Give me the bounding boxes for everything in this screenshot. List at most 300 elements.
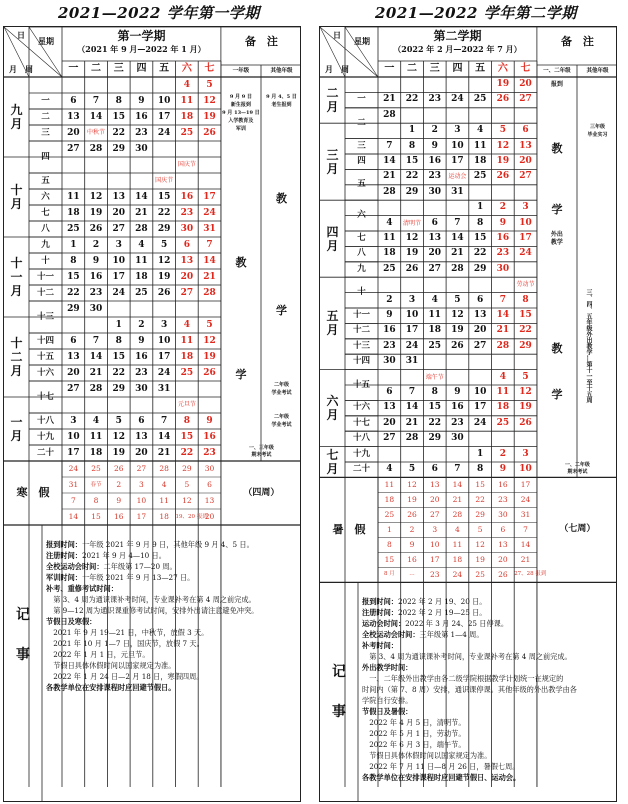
vacation-day: 19	[475, 555, 485, 565]
vacation-day: 19	[407, 495, 417, 505]
vacation-day: 19、20 报到	[175, 514, 208, 520]
remark-col-a: 一年级	[232, 68, 250, 74]
day-cell: 19	[157, 272, 171, 282]
day-cell: 14	[89, 112, 103, 122]
vacation-day: 5	[184, 480, 190, 489]
day-cell: 21	[203, 272, 216, 282]
vacation-day: …	[409, 571, 415, 578]
week-17: 十七	[36, 392, 54, 402]
note-key: 各教学单位在安排课程时应回避节假日、运动会。	[362, 773, 521, 783]
vacation-day: 22	[475, 495, 485, 505]
note-value: 2021 年 9 月 4—10 日。	[81, 551, 166, 560]
day-cell: 29	[157, 224, 171, 234]
vacation-day: 14	[452, 480, 463, 490]
day-cell: 23	[496, 248, 510, 259]
vacation-day: 12	[475, 540, 485, 550]
day-cell: 9	[499, 464, 506, 474]
note-value: 2022 年 3 月 24、25 日停课。	[405, 619, 509, 629]
week-17: 十七	[352, 417, 370, 428]
note-value: 节假日具体休假时间以国家规定为准。	[46, 661, 176, 670]
day-cell: 2	[499, 448, 506, 459]
note-key: 军训时间：	[46, 573, 82, 582]
day-cell: 13	[112, 192, 125, 202]
note-line	[362, 596, 614, 607]
day-cell: 27	[519, 171, 532, 182]
day-cell: 11	[383, 233, 396, 243]
day-cell: 4	[138, 240, 145, 250]
vacation-day: 27	[136, 464, 147, 473]
day-cell: 11	[180, 336, 194, 346]
day-cell: 26	[451, 340, 464, 351]
corner-day: 日	[333, 30, 341, 40]
note-value: 第 9—12 周为通识课重修考试时间，安排外出请注意避免冲突。	[46, 606, 259, 615]
note-value: 一年级 2021 年 9 月 9 日，其他年级 9 月 4、5 日。	[81, 540, 254, 549]
final-exam: 一、三年级	[248, 445, 274, 451]
day-cell: 17	[203, 192, 216, 202]
left-title: 2021—2022 学年第一学期	[58, 4, 260, 22]
week-12: 十二	[36, 288, 54, 298]
day-cell: 25	[428, 340, 441, 351]
week-18: 十八	[352, 433, 370, 444]
weekday-6: 六	[497, 63, 508, 74]
day-cell: 26	[496, 94, 510, 105]
day-cell: 23	[428, 94, 441, 105]
day-cell: 31	[203, 224, 216, 234]
day-cell: 23	[428, 171, 441, 182]
day-cell: 运动会	[448, 173, 467, 181]
vacation-day: 6	[207, 480, 212, 489]
day-cell: 4	[386, 217, 393, 228]
day-cell: 11	[67, 192, 80, 202]
day-cell: 11	[496, 387, 510, 397]
day-cell: 清明节	[403, 219, 422, 227]
day-cell: 15	[519, 310, 532, 320]
week-5: 五	[357, 179, 366, 190]
day-cell: 18	[473, 156, 487, 166]
day-cell: 24	[451, 94, 464, 105]
teach-4: 学	[235, 368, 247, 381]
day-cell: 15	[157, 192, 171, 202]
note-line	[46, 671, 298, 682]
vacation-day: 12	[182, 496, 192, 505]
day-cell: 16	[428, 156, 441, 166]
week-7: 七	[357, 233, 366, 243]
note-line	[362, 684, 614, 695]
day-cell: 14	[135, 192, 148, 202]
day-cell: 5	[454, 294, 461, 305]
note-value: 第 3、4 周为通识课补考时间，专业课补考在第 4 周之前完成。	[46, 595, 256, 604]
teach-1: 教	[276, 192, 287, 205]
note-line	[46, 594, 298, 605]
day-cell: 14	[496, 310, 510, 320]
note-line	[46, 660, 298, 671]
month-label: 十月	[10, 183, 23, 211]
day-cell: 3	[522, 448, 529, 459]
day-cell: 4	[386, 464, 393, 474]
day-cell: 23	[135, 368, 148, 378]
day-cell: 28	[383, 109, 396, 120]
week-6: 六	[41, 192, 50, 202]
day-cell: 23	[89, 288, 103, 298]
corner-weekday: 星期	[354, 36, 370, 46]
note-line	[362, 695, 614, 706]
day-cell: 19	[451, 325, 464, 336]
day-cell: 16	[135, 352, 148, 362]
day-cell: 18	[89, 448, 103, 458]
week-18: 十八	[36, 416, 54, 426]
day-cell: 9	[431, 140, 438, 151]
day-cell: 22	[67, 288, 80, 298]
day-cell: 25	[473, 94, 487, 105]
day-cell: 17	[473, 402, 487, 413]
note-a-line: 9 月 13—19 日	[222, 110, 260, 116]
notes-label-2: 事	[16, 647, 30, 663]
week-2: 二	[41, 112, 50, 122]
day-cell: 21	[89, 368, 103, 378]
final-exam: 期末考试	[251, 452, 272, 458]
day-cell: 22	[157, 208, 171, 218]
day-cell: 19	[519, 402, 532, 413]
final-exam: 期末考试	[567, 469, 588, 475]
day-cell: 8	[431, 387, 438, 397]
weekday-4: 四	[136, 63, 147, 74]
day-cell: 28	[496, 340, 510, 351]
vacation-day: 8 月	[383, 571, 395, 578]
month-label: 四月	[326, 224, 339, 253]
note-key: 报到时间：	[46, 540, 82, 549]
day-cell: 9	[138, 336, 145, 346]
vacation-day: 28	[452, 510, 463, 520]
day-cell: 26	[519, 417, 532, 428]
note-a1: 毕业实习	[587, 132, 608, 139]
day-cell: 26	[496, 171, 510, 182]
day-cell: 15	[405, 156, 419, 166]
term-range: （2022 年 2 月—2022 年 7 月）	[393, 44, 522, 54]
vacation-day: 24	[520, 495, 531, 505]
teach-1: 教	[551, 141, 563, 155]
day-cell: 5	[206, 80, 213, 90]
day-cell: 劳动节	[516, 281, 535, 289]
exam-1: 学业考试	[271, 390, 292, 396]
vacation-day: 2	[116, 480, 122, 489]
week-11: 十一	[352, 310, 370, 320]
note-line	[46, 638, 298, 649]
vacation-day: 27、28 报到	[514, 571, 547, 578]
vacation-day: 3	[139, 480, 144, 489]
day-cell: 17	[157, 112, 171, 122]
day-cell: 25	[135, 288, 148, 298]
weekday-6: 六	[181, 63, 192, 74]
day-cell: 25	[67, 224, 80, 234]
day-cell: 19	[89, 208, 103, 218]
day-cell: 29	[428, 433, 441, 444]
day-cell: 12	[451, 310, 464, 320]
vacation-weeks: （七周）	[559, 524, 596, 535]
vacation-day: 17	[136, 512, 147, 521]
day-cell: 15	[473, 233, 487, 243]
note-line	[46, 627, 298, 638]
vacation-day: 18	[452, 555, 463, 565]
week-16: 十六	[36, 368, 54, 378]
day-cell: 6	[70, 336, 77, 346]
day-cell: 22	[428, 417, 441, 428]
day-cell: 23	[180, 208, 194, 218]
note-line	[362, 673, 614, 684]
vacation-day: 14	[520, 540, 531, 550]
note-value: 2022 年 1 月 24 日—2 月 18 日，寒假四周。	[46, 672, 204, 681]
vacation-day: 27	[429, 510, 440, 520]
day-cell: 国庆节	[177, 161, 196, 168]
day-cell: 20	[135, 448, 148, 458]
vacation-day: 10	[429, 540, 440, 550]
vacation-day: 13	[498, 540, 508, 550]
note-a-line: 9 月 9 日	[229, 94, 253, 100]
day-cell: 6	[477, 294, 484, 305]
vacation-day: 16	[498, 480, 508, 490]
day-cell: 20	[112, 208, 125, 218]
day-cell: 27	[473, 340, 487, 351]
day-cell: 23	[451, 417, 464, 428]
note-key: 运动会时间：	[362, 619, 406, 629]
day-cell: 16	[203, 432, 216, 442]
notes-text	[46, 539, 298, 693]
note-line	[46, 550, 298, 561]
day-cell: 2	[138, 320, 145, 330]
day-cell: 19	[112, 448, 125, 458]
vacation-day: 4	[161, 480, 167, 489]
vacation-day: 26	[113, 464, 124, 473]
note-line	[362, 772, 614, 783]
week-10: 十	[357, 287, 366, 298]
vacation-day: 16	[113, 512, 124, 521]
note-line	[46, 572, 298, 583]
day-cell: 8	[477, 217, 484, 228]
day-cell: 15	[180, 432, 194, 442]
day-cell: 25	[473, 171, 487, 182]
day-cell: 2	[386, 294, 393, 305]
day-cell: 28	[89, 144, 103, 154]
weekday-1: 一	[384, 63, 395, 74]
day-cell: 21	[135, 208, 148, 218]
day-cell: 15	[67, 272, 80, 282]
vacation-day: 7	[523, 525, 528, 535]
note-line	[362, 706, 614, 717]
day-cell: 9	[138, 96, 145, 106]
day-cell: 12	[157, 256, 171, 266]
day-cell: 22	[405, 171, 419, 182]
day-cell: 3	[454, 125, 461, 136]
day-cell: 11	[180, 96, 194, 106]
week-9: 九	[357, 263, 366, 274]
out-teaching: 外出	[550, 231, 563, 238]
day-cell: 7	[499, 294, 506, 305]
note-a1: 三年级	[589, 124, 605, 131]
note-line	[362, 750, 614, 761]
vacation-day: 26	[407, 510, 417, 520]
day-cell: 13	[428, 233, 441, 243]
day-cell: 21	[157, 448, 171, 458]
day-cell: 6	[522, 125, 529, 136]
day-cell: 23	[135, 128, 148, 138]
day-cell: 21	[405, 417, 419, 428]
note-value: 2022 年 6 月 3 日，端午节。	[362, 740, 466, 750]
day-cell: 5	[499, 125, 506, 136]
week-19: 十九	[36, 432, 54, 442]
remarks-header: 备 注	[560, 35, 594, 48]
vacation-day: 8	[93, 496, 99, 505]
day-cell: 1	[477, 202, 484, 213]
day-cell: 9	[206, 416, 213, 426]
vacation-day: 9	[116, 496, 122, 505]
vacation-day: 12	[407, 480, 417, 490]
day-cell: 29	[473, 263, 487, 274]
weekday-5: 五	[475, 63, 486, 74]
exam-2: 二年级	[273, 414, 289, 420]
note-line	[362, 629, 614, 640]
day-cell: 30	[451, 433, 464, 444]
day-cell: 7	[206, 240, 213, 250]
day-cell: 5	[206, 320, 213, 330]
day-cell: 13	[67, 112, 80, 122]
day-cell: 9	[499, 217, 506, 228]
day-cell: 20	[383, 417, 396, 428]
day-cell: 26	[405, 263, 419, 274]
vacation-label: 寒 假	[16, 486, 50, 499]
day-cell: 6	[431, 464, 438, 474]
exam-1: 二年级	[273, 382, 289, 388]
day-cell: 31	[451, 186, 464, 197]
day-cell: 27	[180, 288, 194, 298]
month-label: 九月	[10, 103, 23, 131]
vacation-day: 15	[475, 480, 485, 490]
note-line	[362, 728, 614, 739]
teach-2: 学	[276, 304, 287, 317]
day-cell: 1	[70, 240, 77, 250]
day-cell: 19	[496, 79, 510, 89]
note-value: 2022 年 4 月 5 日，清明节。	[362, 718, 466, 728]
note-key: 全校运动会时间：	[46, 562, 104, 571]
teach-4: 学	[551, 388, 563, 401]
vacation-day: 7	[70, 496, 76, 505]
day-cell: 10	[405, 310, 419, 320]
vacation-day: 20	[204, 512, 215, 521]
vacation-day: 24	[68, 464, 79, 473]
week-5: 五	[41, 176, 50, 186]
vacation-day: 20	[498, 555, 508, 565]
day-cell: 18	[180, 352, 194, 362]
day-cell: 30	[496, 263, 510, 274]
vacation-day: 23	[429, 570, 440, 580]
day-cell: 5	[522, 371, 529, 382]
week-7: 七	[41, 208, 50, 218]
day-cell: 8	[115, 96, 122, 106]
day-cell: 29	[112, 384, 125, 394]
day-cell: 15	[112, 352, 125, 362]
note-value: 2022 年 5 月 1 日，劳动节。	[362, 729, 466, 739]
weekday-5: 五	[159, 63, 170, 74]
note-key: 全校运动会时间：	[362, 630, 420, 640]
week-20: 二十	[36, 448, 54, 458]
teach-2: 学	[551, 203, 563, 217]
day-cell: 31	[405, 356, 419, 367]
week-10: 十	[41, 256, 50, 266]
week-13: 十三	[36, 312, 54, 322]
day-cell: 25	[180, 128, 194, 138]
vacation-day: 8	[386, 540, 392, 550]
day-cell: 19	[405, 248, 419, 259]
day-cell: 16	[180, 192, 194, 202]
note-value: 学院自行安排。	[362, 696, 413, 706]
day-cell: 5	[161, 240, 168, 250]
day-cell: 27	[112, 224, 125, 234]
note-a-line: 入学教育及	[228, 118, 254, 124]
day-cell: 4	[183, 320, 190, 330]
day-cell: 20	[67, 368, 80, 378]
corner-day: 日	[17, 30, 25, 40]
vacation-day: 30	[498, 510, 508, 520]
day-cell: 8	[408, 140, 416, 151]
week-3: 三	[357, 140, 366, 151]
day-cell: 19	[203, 112, 216, 122]
day-cell: 12	[405, 233, 419, 243]
vacation-day: 11	[384, 480, 395, 490]
day-cell: 12	[203, 336, 216, 346]
day-cell: 27	[428, 263, 441, 274]
day-cell: 22	[519, 325, 532, 336]
day-cell: 21	[383, 94, 396, 105]
day-cell: 6	[138, 416, 145, 426]
note-value: 时间内（第 7、8 周）安排，通识课停课。其他年级的外出教学由各	[362, 685, 577, 695]
note-line	[46, 616, 298, 627]
day-cell: 端午节	[425, 373, 444, 381]
vacation-day: 春节	[90, 482, 102, 488]
day-cell: 3	[408, 294, 416, 305]
day-cell: 9	[386, 310, 393, 320]
first-term-calendar	[3, 26, 301, 802]
vacation-day: 21	[452, 495, 463, 505]
month-label: 二月	[326, 86, 339, 115]
week-14: 十四	[352, 356, 370, 367]
day-cell: 2	[499, 202, 506, 213]
day-cell: 22	[405, 94, 419, 105]
note-value: 2021 年 10 月 1—7 日，国庆节，放假 7 天。	[46, 639, 204, 648]
day-cell: 6	[431, 217, 438, 228]
day-cell: 18	[428, 325, 441, 336]
day-cell: 30	[135, 144, 148, 154]
weekday-1: 一	[68, 63, 79, 74]
day-cell: 20	[180, 272, 194, 282]
note-line	[46, 539, 298, 550]
week-16: 十六	[352, 402, 370, 413]
day-cell: 2	[431, 125, 438, 136]
day-cell: 4	[431, 294, 438, 305]
day-cell: 7	[92, 336, 100, 346]
teach-3: 教	[551, 341, 563, 355]
vacation-day: 16	[407, 555, 417, 565]
vacation-day: 24	[452, 570, 463, 580]
note-key: 注册时间：	[46, 551, 82, 560]
week-1: 一	[357, 94, 366, 105]
day-cell: 10	[473, 387, 487, 397]
day-cell: 12	[112, 432, 125, 442]
week-15: 十五	[352, 379, 370, 390]
term-title: 第一学期	[117, 29, 166, 43]
day-cell: 4	[499, 371, 506, 382]
second-term-calendar	[319, 26, 617, 802]
day-cell: 23	[203, 448, 216, 458]
vacation-day: 30	[204, 464, 215, 473]
day-cell: 29	[405, 186, 419, 197]
